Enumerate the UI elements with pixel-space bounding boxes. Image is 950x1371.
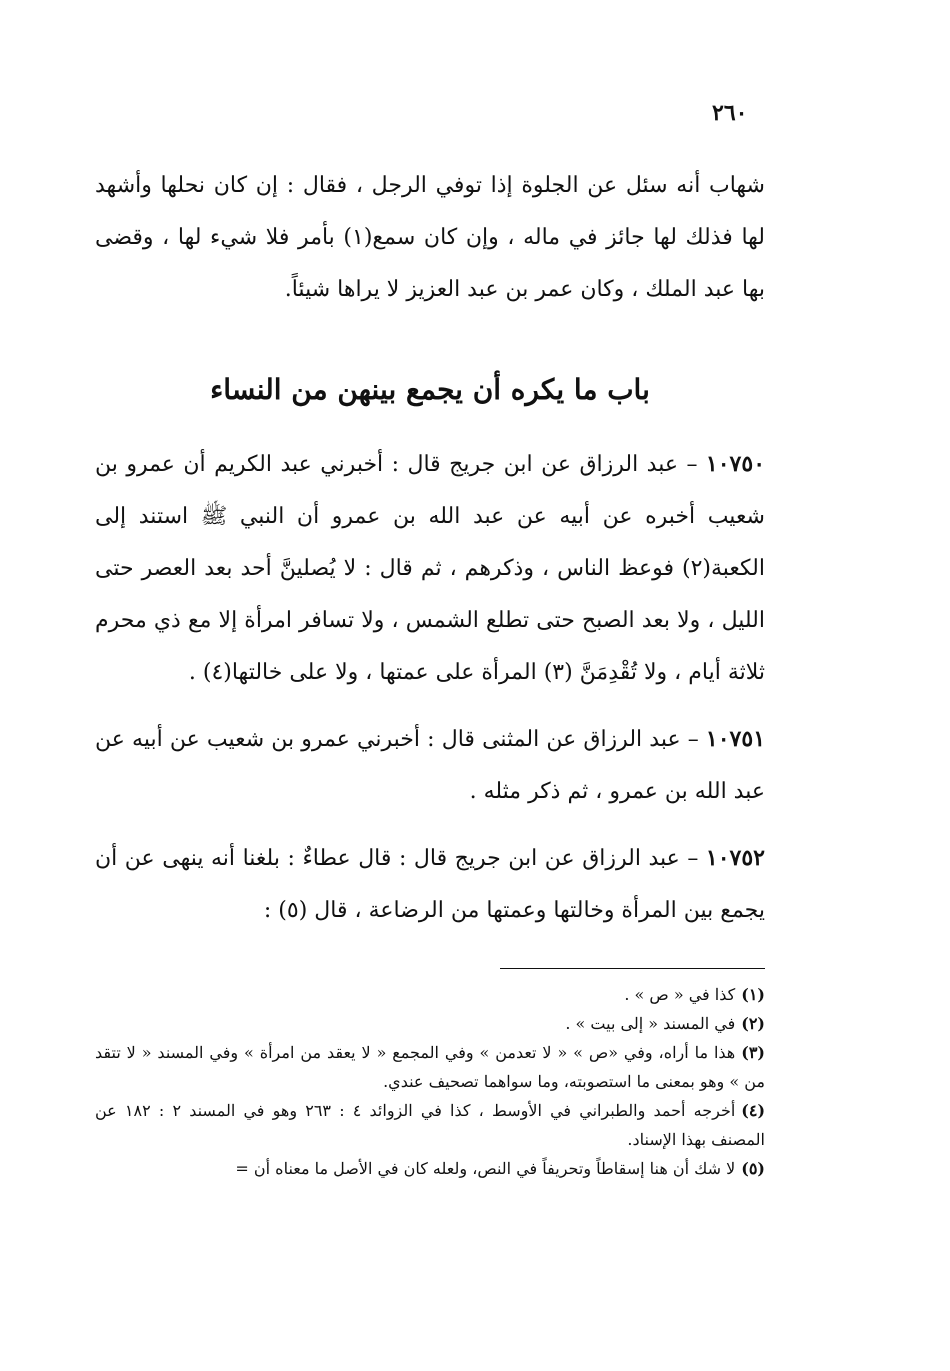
hadith-10750 xyxy=(95,438,765,699)
footnote-text: لا شك أن هنا إسقاطاً وتحريفاً في النص، ولعله كان في الأصل ما معناه أن = xyxy=(235,1159,736,1178)
hadith-number: ١٠٧٥٠ xyxy=(705,451,766,477)
hadith-text: عبد الرزاق عن ابن جريج قال : قال عطاءٌ : بلغنا أنه ينهى عن أن يجمع بين المرأة وخالتها وعمتها من الرضاعة ، قال (٥) : xyxy=(95,846,765,923)
footnote-number: (٢) xyxy=(741,1014,765,1033)
hadith-text: عبد الرزاق عن المثنى قال : أخبرني عمرو بن شعيب عن أبيه عن عبد الله بن عمرو ، ثم ذكر مثله . xyxy=(95,727,765,804)
footnote-text: هذا ما أراه، وفي «ص » « لا تعدمن » وفي المجمع « لا يعقد من امرأة » وفي المسند « لا تتقد من » وهو بمعنى ما استصوبته، وما سواهما تصحيف عندي. xyxy=(95,1043,765,1091)
main-text xyxy=(95,160,765,951)
hadith-dash: – xyxy=(687,846,699,871)
footnote-number: (١) xyxy=(741,985,765,1004)
footnote-text: أخرجه أحمد والطبراني في الأوسط ، كذا في الزوائد ٤ : ٢٦٣ وهو في المسند ٢ : ١٨٢ عن المصنف بهذا الإسناد. xyxy=(95,1101,765,1149)
chapter-title: باب ما يكره أن يجمع بينهن من النساء xyxy=(210,373,650,406)
footnote-text: في المسند « إلى بيت » . xyxy=(565,1014,736,1033)
footnote-4 xyxy=(95,1096,765,1154)
footnote-1 xyxy=(95,980,765,1009)
footnote-text: كذا في « ص » . xyxy=(624,985,736,1004)
footnote-number: (٣) xyxy=(741,1043,765,1062)
footnote-2 xyxy=(95,1009,765,1038)
footnote-5 xyxy=(95,1154,765,1183)
hadith-dash: – xyxy=(686,452,698,477)
hadith-number: ١٠٧٥١ xyxy=(705,726,766,752)
footnote-divider xyxy=(500,968,765,969)
footnote-3 xyxy=(95,1038,765,1096)
intro-paragraph: شهاب أنه سئل عن الجلوة إذا توفي الرجل ، فقال : إن كان نحلها وأشهد لها فذلك لها جائز في ماله ، وإن كان سمع(١) بأمر فلا شيء لها ، وقضى بها عبد الملك ، وكان عمر بن عبد العزيز لا يراها شيئاً. xyxy=(95,173,765,302)
hadith-text: عبد الرزاق عن ابن جريج قال : أخبرني عبد الكريم أن عمرو بن شعيب أخبره عن أبيه عن عبد الله بن عمرو أن النبي ﷺ استند إلى الكعبة(٢) فوعظ الناس ، وذكرهم ، ثم قال : لا يُصلينَّ أحد بعد العصر حتى الليل ، ولا بعد الصبح حتى تطلع الشمس ، ولا تسافر امرأة إلا مع ذي محرم ثلاثة أيام ، ولا تُقْدِمَنَّ (٣) المرأة على عمتها ، ولا على خالتها(٤) . xyxy=(95,452,765,685)
footnotes xyxy=(95,980,765,1183)
hadith-10751 xyxy=(95,713,765,818)
hadith-dash: – xyxy=(687,727,699,752)
hadith-number: ١٠٧٥٢ xyxy=(705,845,765,871)
page-number: ٢٦٠ xyxy=(712,100,748,126)
hadith-10752 xyxy=(95,832,765,937)
footnote-number: (٤) xyxy=(741,1101,766,1120)
footnote-number: (٥) xyxy=(741,1159,765,1178)
